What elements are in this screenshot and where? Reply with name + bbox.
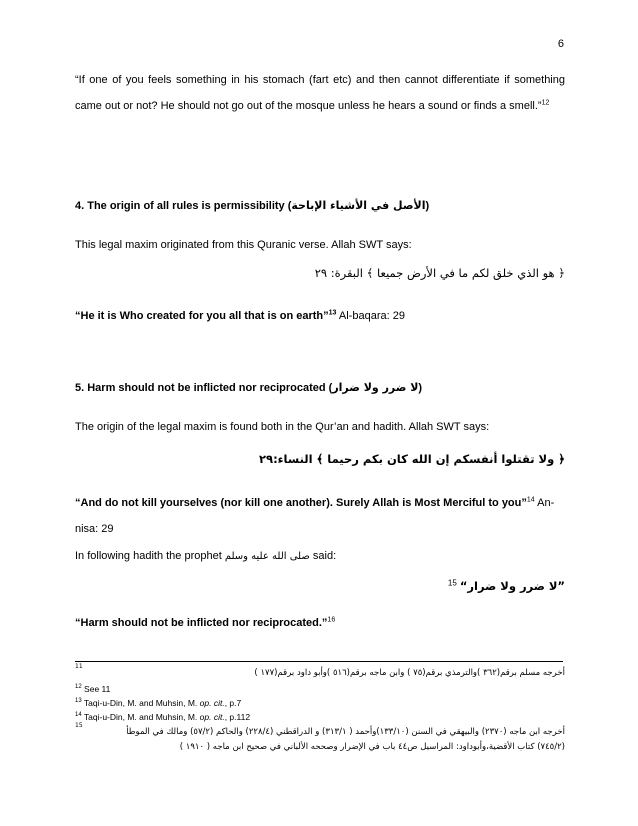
verse-baqara-translation (75, 303, 565, 329)
verse-nisa-translation-text: “And do not kill yourselves (nor kill one another). Surely Allah is Most Merciful to you” (75, 497, 527, 509)
footnote-13-number: 13 (75, 698, 82, 705)
hadith-arabic: ”لا ضرر ولا ضرار“ (459, 579, 565, 593)
verse-baqara-arabic: ﴿ هو الذي خلق لكم ما في الأرض جميعا ﴾ البقرة: ٢٩ (314, 266, 565, 280)
section-5-heading-ar: لا ضرر ولا ضرار (332, 381, 419, 394)
footnote-ref-13: 13 (328, 309, 337, 317)
footnote-ref-14: 14 (526, 496, 535, 504)
section-5-heading-en: 5. Harm should not be inflicted nor reciprocated ( (75, 382, 333, 394)
footnote-15-continued (75, 741, 565, 754)
footnote-14-tail: , p.112 (224, 712, 251, 722)
hadith-arabic-line (75, 575, 565, 598)
section-4-heading (75, 193, 565, 219)
section-5-heading-close: ) (418, 382, 423, 394)
hadith-intro-before: In following hadith the prophet (75, 550, 225, 562)
footnote-divider (75, 661, 563, 662)
footnote-14 (75, 711, 565, 724)
verse-nisa-translation (75, 490, 565, 542)
hadith-intro-ar: صلى الله عليه وسلم (224, 551, 310, 562)
verse-baqara-source: Al-baqara: 29 (336, 310, 405, 322)
footnote-13-italic: op. cit. (199, 698, 225, 708)
footnote-12-text: See 11 (81, 684, 111, 694)
hadith-translation (75, 610, 565, 636)
footnote-14-text: Taqi-u-Din, M. and Muhsin, M. (81, 712, 200, 722)
section-5-heading (75, 375, 565, 401)
hadith-translation-text: “Harm should not be inflicted nor reciprocated.” (75, 617, 328, 629)
section-4-heading-close: ) (425, 200, 430, 212)
section-5-intro: The origin of the legal maxim is found both in the Qur’an and hadith. Allah SWT says: (75, 421, 490, 433)
verse-baqara-translation-text: “He it is Who created for you all that is on earth” (75, 310, 329, 322)
footnote-13 (75, 697, 565, 710)
quote-12-text: “If one of you feels something in his stomach (fart etc) and then cannot differentiate if something came out or not? He should not go out of the mosque unless he hears a sound or finds a smell.” (75, 74, 565, 112)
section-4-heading-en: 4. The origin of all rules is permissibility ( (75, 200, 292, 212)
hadith-intro-after: said: (309, 550, 337, 562)
footnote-14-number: 14 (75, 712, 82, 719)
footnote-12 (75, 683, 565, 696)
footnote-15: 15 أخرجه ابن ماجه (٢٣٧٠) والبيهقي في السنن (١٣٣/١٠)وأحمد ( ٣١٣/١) و الدراقطني (٢٢٨/٤) والحاكم (٥٧/٢) ومالك في الموطأ (75, 722, 565, 737)
verse-nisa-source: An-nisa: 29 (75, 497, 555, 535)
footnote-11: 11 أخرجه مسلم برقم(٣٦٢ )والترمذي برقم(٧٥ ) وابن ماجه برقم(٥١٦ )وأبو داود برقم(١٧٧ ) (75, 663, 565, 678)
section-4-heading-ar: الأصل في الأشياء الإباحة (291, 199, 426, 212)
quote-12 (75, 67, 565, 119)
page-number: 6 (557, 38, 564, 50)
footnote-ref-12: 12 (541, 99, 550, 107)
footnote-ref-16: 16 (327, 616, 336, 624)
footnote-13-tail: , p.7 (224, 698, 242, 708)
footnote-11-text: أخرجه مسلم برقم(٣٦٢ )والترمذي برقم(٧٥ ) وابن ماجه برقم(٥١٦ )وأبو داود برقم(١٧٧ ) (254, 668, 565, 678)
footnote-14-italic: op. cit. (199, 712, 225, 722)
footnote-ref-15: 15 (447, 578, 457, 588)
footnote-15-line-1: أخرجه ابن ماجه (٢٣٧٠) والبيهقي في السنن (١٣٣/١٠)وأحمد ( ٣١٣/١) و الدراقطني (٢٢٨/٤) والحاكم (٥٧/٢) ومالك في الموطأ (126, 727, 565, 737)
footnote-12-number: 12 (75, 684, 82, 691)
section-4-intro: This legal maxim originated from this Quranic verse. Allah SWT says: (75, 239, 412, 251)
footnote-15-line-2: (٧٤٥/٢) كتاب الأقضية،وأبوداود: المراسيل ص٤٤ باب في الإضرار وصححه الألباني في صحيح ابن ماجه ( ١٩١٠ ) (179, 742, 565, 752)
hadith-intro (75, 543, 565, 570)
footnote-13-text: Taqi-u-Din, M. and Muhsin, M. (81, 698, 200, 708)
verse-nisa-arabic: ﴿ ولا تقتلوا أنفسكم إن الله كان بكم رحيما ﴾ النساء:٢٩ (259, 452, 565, 466)
